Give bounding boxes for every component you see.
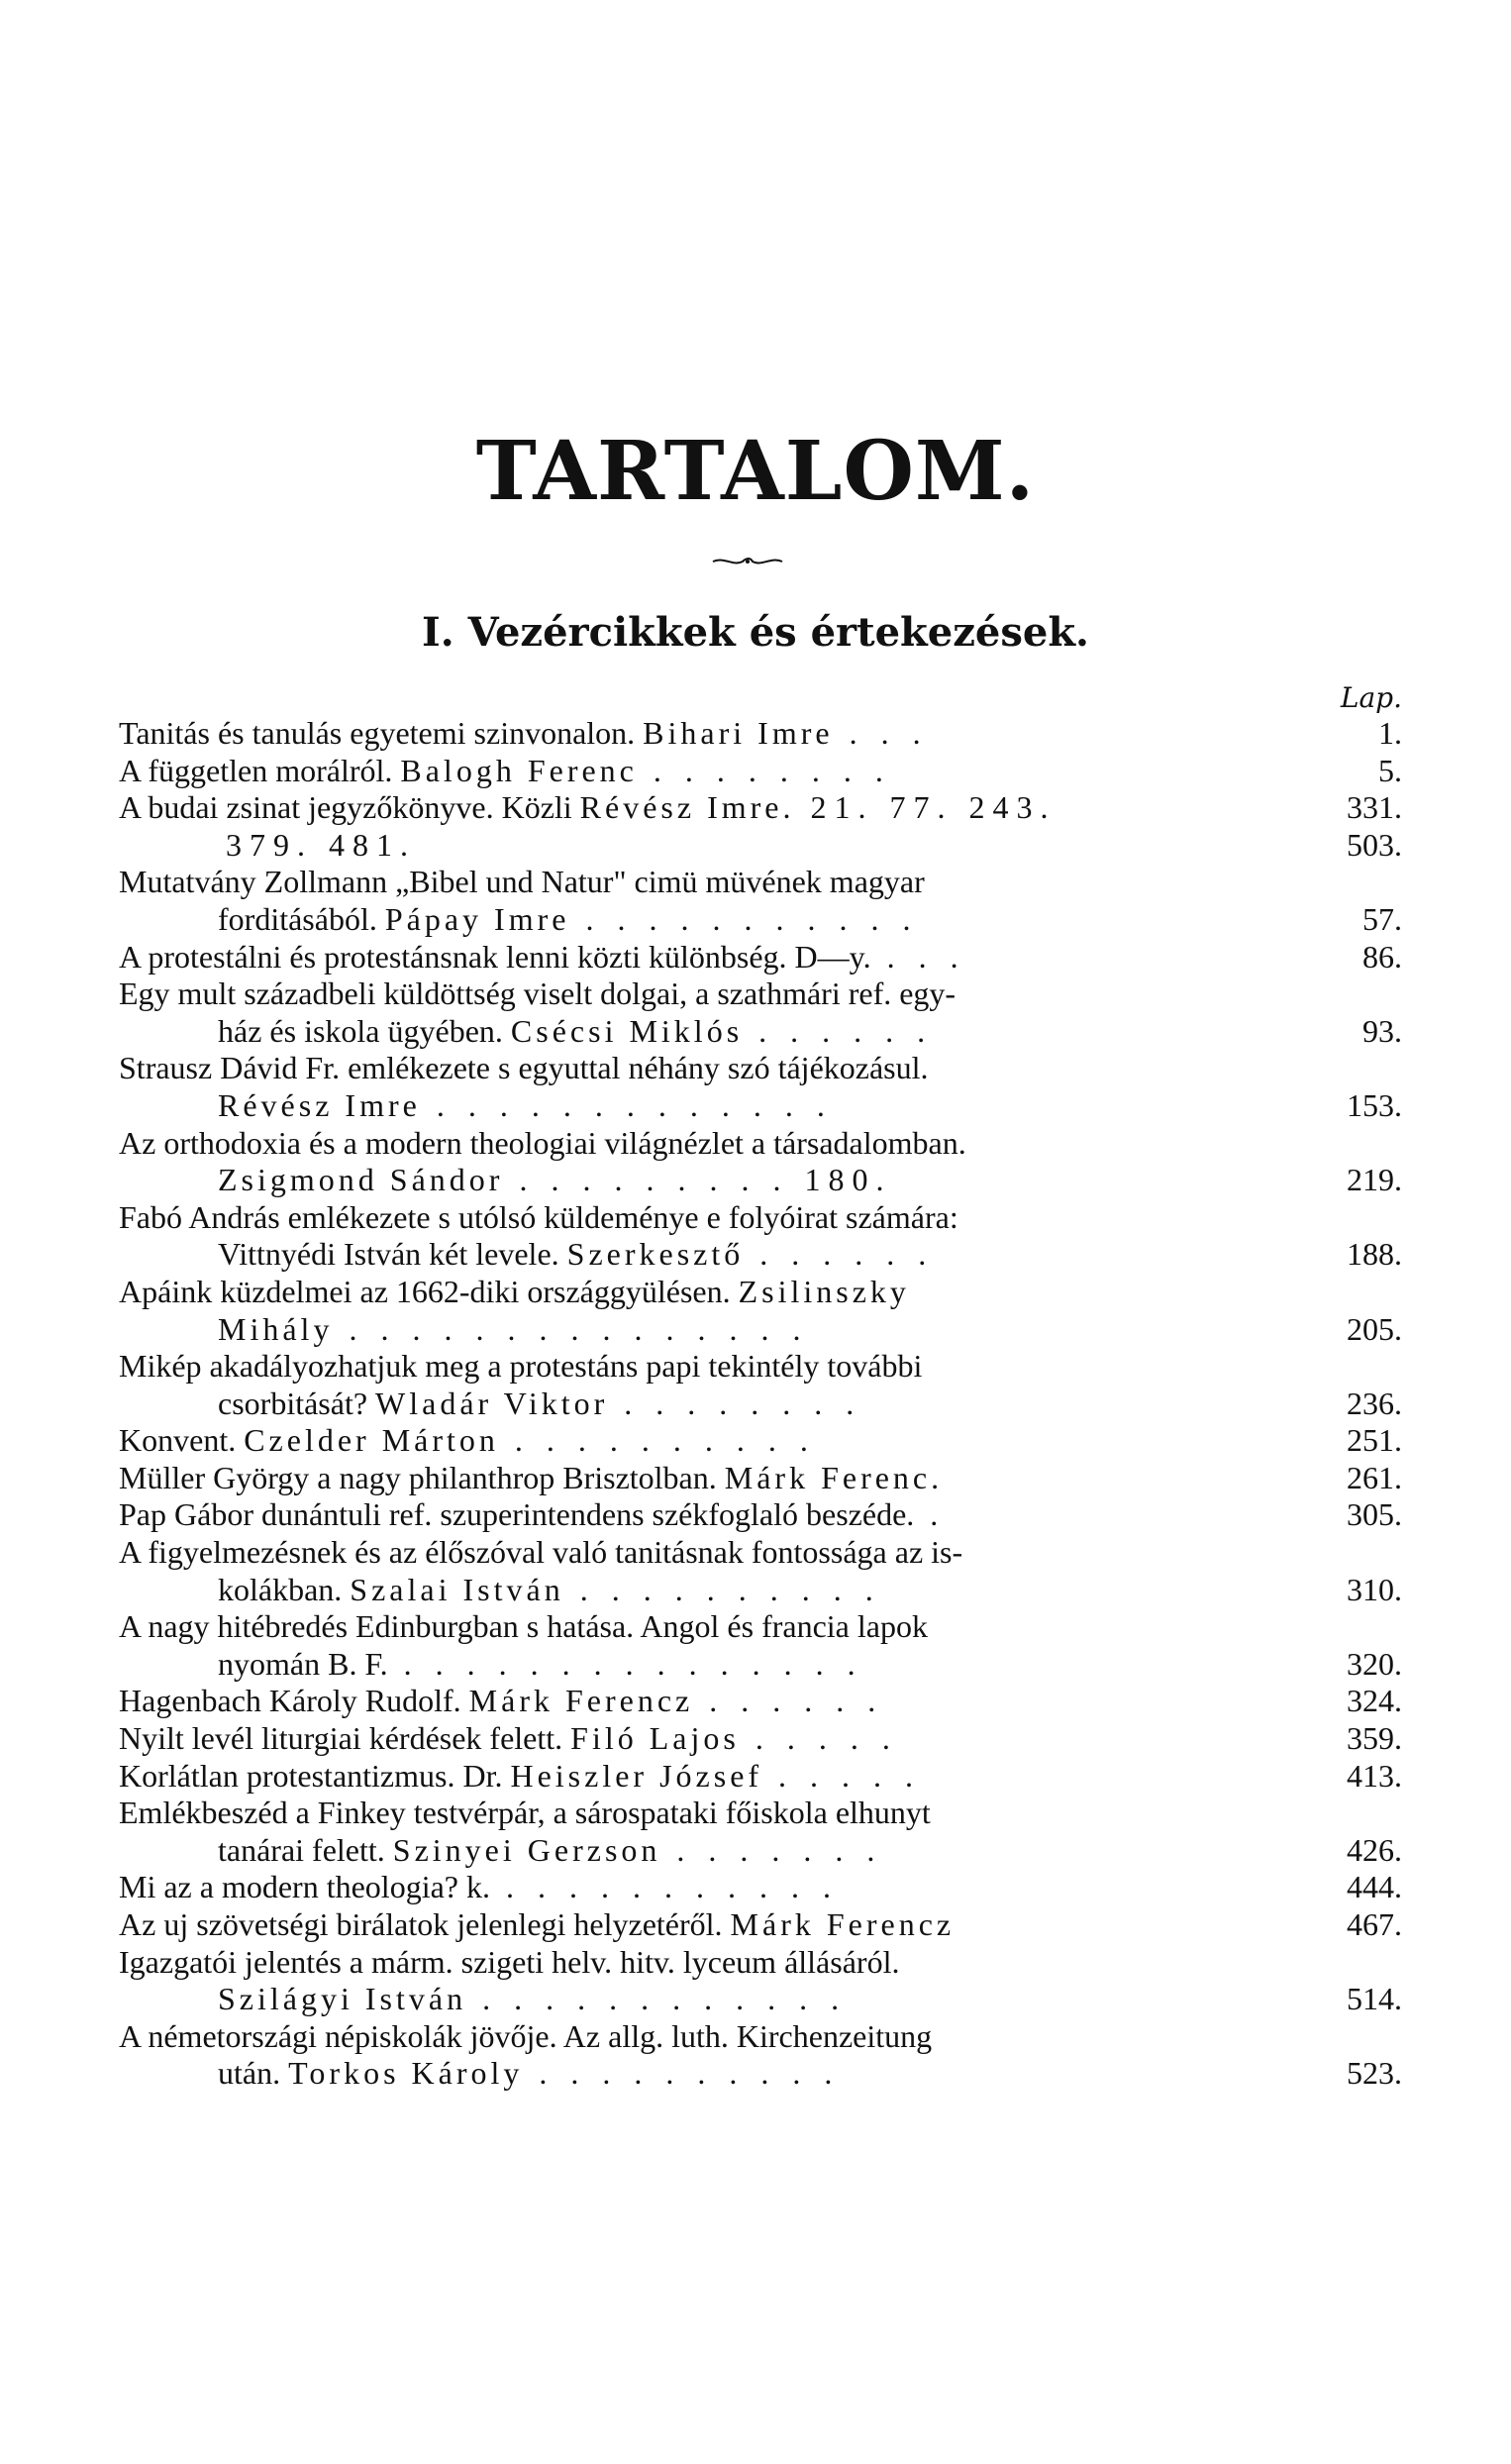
entry-title: után. — [218, 2055, 281, 2092]
entry-leader: . . . . . . — [758, 1012, 934, 1049]
entry-leader: . . . . . . . . . . . — [505, 1869, 839, 1905]
toc-entry-line — [119, 1906, 1402, 1944]
entry-title: Mikép akadályozhatjuk meg a protestáns papi tekintély további — [119, 1348, 923, 1385]
entry-page-number: 413. — [1339, 1758, 1402, 1796]
entry-page-number: 359. — [1339, 1720, 1402, 1758]
entry-title: A protestálni és protestánsnak lenni közti különbség. D—y. — [119, 938, 871, 975]
entry-title: Konvent. — [119, 1422, 237, 1459]
toc-entry-line — [119, 864, 1402, 901]
entry-title: A nagy hitébredés Edinburgban s hatása. Angol és francia lapok — [119, 1608, 928, 1645]
entry-title: A budai zsinat jegyzőkönyve. Közli — [119, 789, 572, 826]
entry-author: Bihari Imre — [643, 715, 834, 751]
entry-title: A németországi népiskolák jövője. Az allg. luth. Kirchenzeitung — [119, 2017, 933, 2054]
entry-title: csorbitását? — [218, 1385, 368, 1421]
entry-leader: . . . . . — [778, 1757, 922, 1794]
page-title: TARTALOM. — [475, 424, 1036, 519]
entry-title: Igazgatói jelentés a márm. szigeti helv. hitv. lyceum állásáról. — [119, 1943, 900, 1980]
entry-author: Márk Ferenc. — [724, 1459, 944, 1495]
page-column-label: Lap. — [1340, 681, 1402, 714]
entry-page-number: 236. — [1339, 1386, 1402, 1423]
toc-entry-line — [119, 1683, 1402, 1720]
entry-leader: 21. 77. 243. — [810, 789, 1057, 826]
entry-title: A figyelmezésnek és az élőszóval való tanitásnak fontossága az is- — [119, 1534, 963, 1571]
entry-page-number: 251. — [1339, 1422, 1402, 1460]
entry-author: Heiszler József — [510, 1757, 763, 1794]
entry-page-number: 503. — [1339, 827, 1402, 865]
entry-page-number: 467. — [1339, 1906, 1402, 1944]
entry-leader: . . . . . . . — [676, 1831, 883, 1868]
entry-page-number: 261. — [1339, 1460, 1402, 1497]
entry-title: Mutatvány Zollmann „Bibel und Natur" cimü müvének magyar — [119, 864, 925, 900]
toc-entry-line — [119, 2018, 1402, 2056]
entry-page-number: 514. — [1339, 1981, 1402, 2018]
entry-author: Révész Imre — [218, 1086, 421, 1123]
entry-page-number: 310. — [1339, 1572, 1402, 1609]
entry-leader: . . . . . . . . — [653, 752, 891, 788]
entry-title: Emlékbeszéd a Finkey testvérpár, a sárospataki főiskola elhunyt — [119, 1795, 931, 1831]
entry-leader: . . . . . . . . . . . . — [482, 1981, 848, 2017]
entry-title: Korlátlan protestantizmus. Dr. — [119, 1757, 503, 1794]
toc-entry-line — [119, 753, 1402, 790]
entry-title: Pap Gábor dunántuli ref. szuperintendens székfoglaló beszéde. — [119, 1496, 915, 1533]
entry-author: Márk Ferencz — [730, 1906, 956, 1942]
entry-title: Fabó András emlékezete s utólsó küldeménye e folyóirat számára: — [119, 1198, 958, 1235]
entry-page-number: 86. — [1355, 939, 1402, 976]
toc-entry-line — [119, 1572, 1402, 1609]
entry-leader: . . . . . . . . . . . — [585, 900, 919, 937]
entry-title: Az orthodoxia és a modern theologiai világnézlet a társadalomban. — [119, 1124, 966, 1161]
entry-leader: 379. 481. — [226, 826, 416, 863]
entry-title: Nyilt levél liturgiai kérdések felett. — [119, 1720, 563, 1757]
entry-page-number: 523. — [1339, 2055, 1402, 2093]
toc-entry-line — [119, 1386, 1402, 1423]
entry-title: Tanitás és tanulás egyetemi szinvonalon. — [119, 715, 636, 751]
entry-page-number: 320. — [1339, 1646, 1402, 1684]
entry-title: Apáink küzdelmei az 1662-diki országgyülésen. — [119, 1273, 731, 1309]
entry-title: Az uj szövetségi birálatok jelenlegi helyzetéről. — [119, 1906, 723, 1942]
toc-entry-line — [119, 1274, 1402, 1311]
toc-entry-line — [119, 975, 1402, 1013]
entry-title: tanárai felett. — [218, 1831, 385, 1868]
toc-entry-line — [119, 1422, 1402, 1460]
entry-page-number: 93. — [1355, 1013, 1402, 1051]
toc-entry-line — [119, 1162, 1402, 1199]
entry-title: kolákban. — [218, 1571, 343, 1607]
entry-leader: . . . . . . . . . 180. — [519, 1162, 892, 1198]
table-of-contents — [119, 715, 1402, 2093]
entry-title: nyomán B. F. — [218, 1645, 388, 1682]
entry-author: Mihály — [218, 1310, 334, 1347]
toc-entry-line — [119, 1311, 1402, 1349]
entry-author: Márk Ferencz — [468, 1683, 694, 1719]
toc-entry-line — [119, 1758, 1402, 1796]
entry-author: Wladár Viktor — [375, 1385, 609, 1421]
toc-entry-line — [119, 1534, 1402, 1572]
toc-entry-line — [119, 1981, 1402, 2018]
toc-entry-line — [119, 2055, 1402, 2093]
entry-leader: . . . . . . . . . . . . . . . — [403, 1645, 863, 1682]
toc-entry-line — [119, 1125, 1402, 1163]
entry-title: ház és iskola ügyében. — [218, 1012, 503, 1049]
entry-page-number: 219. — [1339, 1162, 1402, 1199]
toc-entry-line — [119, 715, 1402, 753]
entry-leader: . — [930, 1496, 947, 1533]
toc-entry-line — [119, 1236, 1402, 1274]
entry-author: Szinyei Gerzson — [392, 1831, 661, 1868]
entry-leader: . . . . . . . . . . — [514, 1422, 816, 1459]
toc-entry-line — [119, 939, 1402, 976]
entry-leader: . . . . . . — [709, 1683, 884, 1719]
entry-page-number: 57. — [1355, 901, 1402, 939]
entry-leader: . . . . . . — [759, 1236, 935, 1273]
entry-title: Mi az a modern theologia? k. — [119, 1869, 490, 1905]
entry-title: forditásából. — [218, 900, 377, 937]
toc-entry-line — [119, 1832, 1402, 1870]
entry-author: Zsigmond Sándor — [218, 1162, 504, 1198]
toc-entry-line — [119, 1646, 1402, 1684]
toc-entry-line — [119, 1460, 1402, 1497]
entry-page-number: 426. — [1339, 1832, 1402, 1870]
entry-title: A független morálról. — [119, 752, 393, 788]
entry-page-number: 5. — [1370, 753, 1402, 790]
toc-entry-line — [119, 901, 1402, 939]
entry-leader: . . . . . . . . . . — [539, 2055, 841, 2092]
entry-author: Szerkesztő — [566, 1236, 745, 1273]
entry-page-number: 1. — [1370, 715, 1402, 753]
entry-title: Müller György a nagy philanthrop Brisztolban. — [119, 1459, 717, 1495]
entry-title: Egy mult századbeli küldöttség viselt dolgai, a szathmári ref. egy- — [119, 975, 957, 1012]
entry-page-number: 205. — [1339, 1311, 1402, 1349]
entry-page-number: 153. — [1339, 1087, 1402, 1125]
entry-page-number: 324. — [1339, 1683, 1402, 1720]
entry-author: Szalai István — [350, 1571, 564, 1607]
entry-page-number: 188. — [1339, 1236, 1402, 1274]
entry-leader: . . . — [886, 938, 966, 975]
entry-page-number: 444. — [1339, 1869, 1402, 1906]
entry-leader: . . . . . . . . — [624, 1385, 862, 1421]
entry-author: Torkos Károly — [288, 2055, 524, 2092]
toc-entry-line — [119, 1608, 1402, 1646]
entry-author: Pápay Imre — [384, 900, 570, 937]
toc-entry-line — [119, 1944, 1402, 1982]
entry-leader: . . . . . . . . . . . . . . . — [349, 1310, 809, 1347]
toc-entry-line — [119, 789, 1402, 827]
entry-author: Csécsi Miklós — [510, 1012, 744, 1049]
entry-leader: . . . . . . . . . . — [579, 1571, 881, 1607]
entry-author: Balogh Ferenc — [400, 752, 638, 788]
entry-leader: . . . . . . . . . . . . . — [436, 1086, 833, 1123]
toc-entry-line — [119, 1795, 1402, 1832]
toc-entry-line — [119, 1720, 1402, 1758]
toc-entry-line — [119, 827, 1402, 865]
entry-author: Szilágyi István — [218, 1981, 467, 2017]
toc-entry-line — [119, 1869, 1402, 1906]
toc-entry-line — [119, 1199, 1402, 1237]
entry-title: Strausz Dávid Fr. emlékezete s egyuttal néhány szó tájékozásul. — [119, 1050, 929, 1086]
entry-title: Hagenbach Károly Rudolf. — [119, 1683, 461, 1719]
toc-entry-line — [119, 1348, 1402, 1386]
ornament-flourish-icon — [711, 555, 784, 568]
toc-entry-line — [119, 1050, 1402, 1087]
toc-entry-line — [119, 1013, 1402, 1051]
toc-entry-line — [119, 1087, 1402, 1125]
entry-leader: . . . — [849, 715, 929, 751]
entry-author: Révész Imre. — [579, 789, 795, 826]
entry-page-number: 305. — [1339, 1496, 1402, 1534]
entry-title: Vittnyédi István két levele. — [218, 1236, 559, 1273]
entry-author: Filó Lajos — [570, 1720, 740, 1757]
toc-entry-line — [119, 1496, 1402, 1534]
section-heading: I. Vezércikkek és értekezések. — [422, 609, 1089, 656]
entry-page-number: 331. — [1339, 789, 1402, 827]
entry-author: Czelder Márton — [244, 1422, 499, 1459]
entry-author: Zsilinszky — [738, 1273, 910, 1309]
entry-leader: . . . . . — [755, 1720, 898, 1757]
